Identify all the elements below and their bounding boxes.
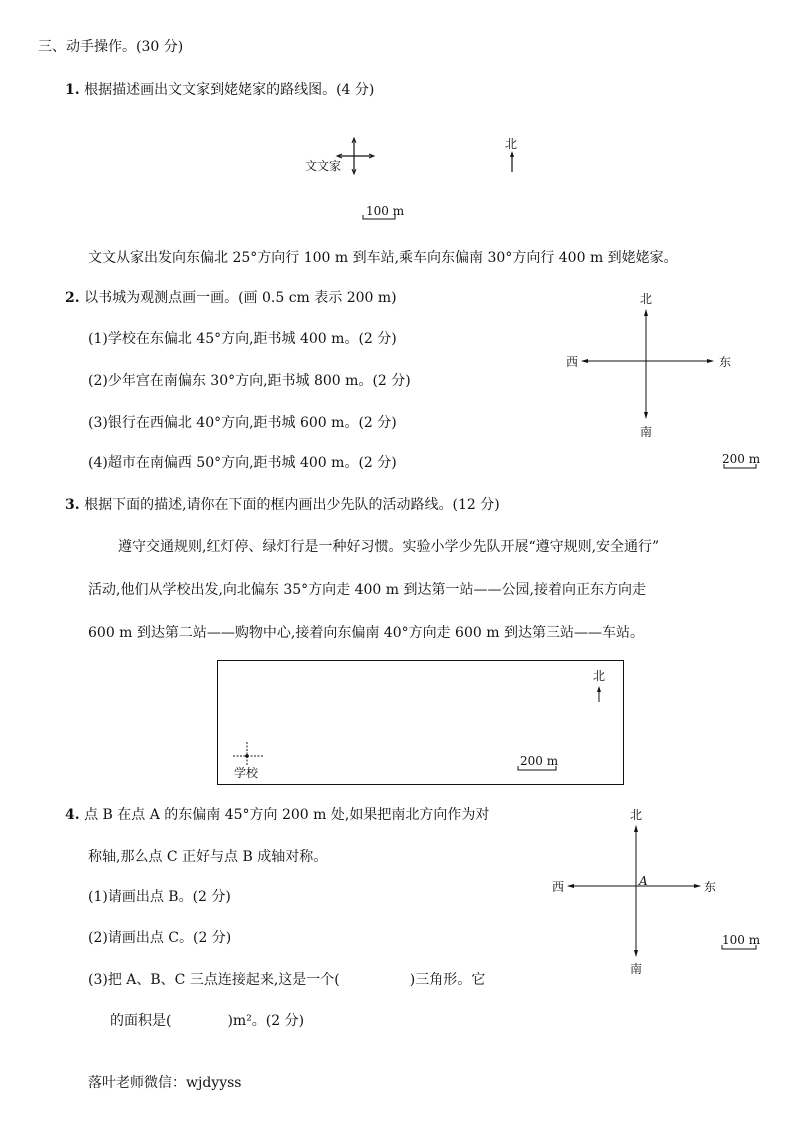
footer-note: 落叶老师微信：wjdyyss [88,1075,242,1091]
east-label: 东 [704,880,717,894]
school-label: 学校 [234,766,259,780]
scale-label: 200 m [520,754,559,768]
question-number: 3. [65,497,80,513]
south-label: 南 [630,962,643,976]
north-label: 北 [640,292,653,306]
north-label: 北 [630,808,643,822]
question-text: 点 B 在点 A 的东偏南 45°方向 200 m 处,如果把南北方向作为对 [84,807,490,823]
home-label: 文文家 [305,159,342,173]
question-text: 以书城为观测点画一画。(画 0.5 cm 表示 200 m) [84,290,397,306]
west-label: 西 [552,880,565,894]
east-label: 东 [719,355,732,369]
q2-item: (3)银行在西偏北 40°方向,距书城 600 m。(2 分) [88,415,397,431]
north-label: 北 [593,669,606,683]
q3-paragraph-line: 600 m 到达第二站——购物中心,接着向东偏南 40°方向走 600 m 到达第三站——车站。 [88,625,644,641]
question-4-text: 称轴,那么点 C 正好与点 B 成轴对称。 [88,849,328,865]
question-number: 4. [65,807,80,823]
q4-item: (3)把 A、B、C 三点连接起来,这是一个( )三角形。它 [88,972,486,988]
north-label: 北 [505,137,518,151]
scale-label: 100 m [366,204,405,218]
q1-description: 文文从家出发向东偏北 25°方向行 100 m 到车站,乘车向东偏南 30°方向行 400 m 到姥姥家。 [88,250,678,266]
q2-item: (4)超市在南偏西 50°方向,距书城 400 m。(2 分) [88,455,397,471]
q2-item: (2)少年宫在南偏东 30°方向,距书城 800 m。(2 分) [88,373,411,389]
q4-item: 的面积是( )m²。(2 分) [110,1013,305,1029]
q3-paragraph-line: 遵守交通规则,红灯停、绿灯行是一种好习惯。实验小学少先队开展“遵守规则,安全通行” [118,539,660,555]
question-text: 根据描述画出文文家到姥姥家的路线图。(4 分) [84,82,375,98]
point-a-label: A [639,874,648,888]
question-number: 2. [65,290,80,306]
west-label: 西 [566,355,579,369]
q4-item: (2)请画出点 C。(2 分) [88,930,232,946]
scale-label: 100 m [722,933,761,947]
south-label: 南 [640,425,653,439]
scale-label: 200 m [722,452,761,466]
q2-item: (1)学校在东偏北 45°方向,距书城 400 m。(2 分) [88,331,397,347]
q3-paragraph-line: 活动,他们从学校出发,向北偏东 35°方向走 400 m 到达第一站——公园,接着向正东方向走 [88,582,646,598]
question-text: 根据下面的描述,请你在下面的框内画出少先队的活动路线。(12 分) [84,497,500,513]
section-title: 三、动手操作。(30 分) [38,39,184,55]
question-number: 1. [65,82,80,98]
q4-item: (1)请画出点 B。(2 分) [88,889,231,905]
